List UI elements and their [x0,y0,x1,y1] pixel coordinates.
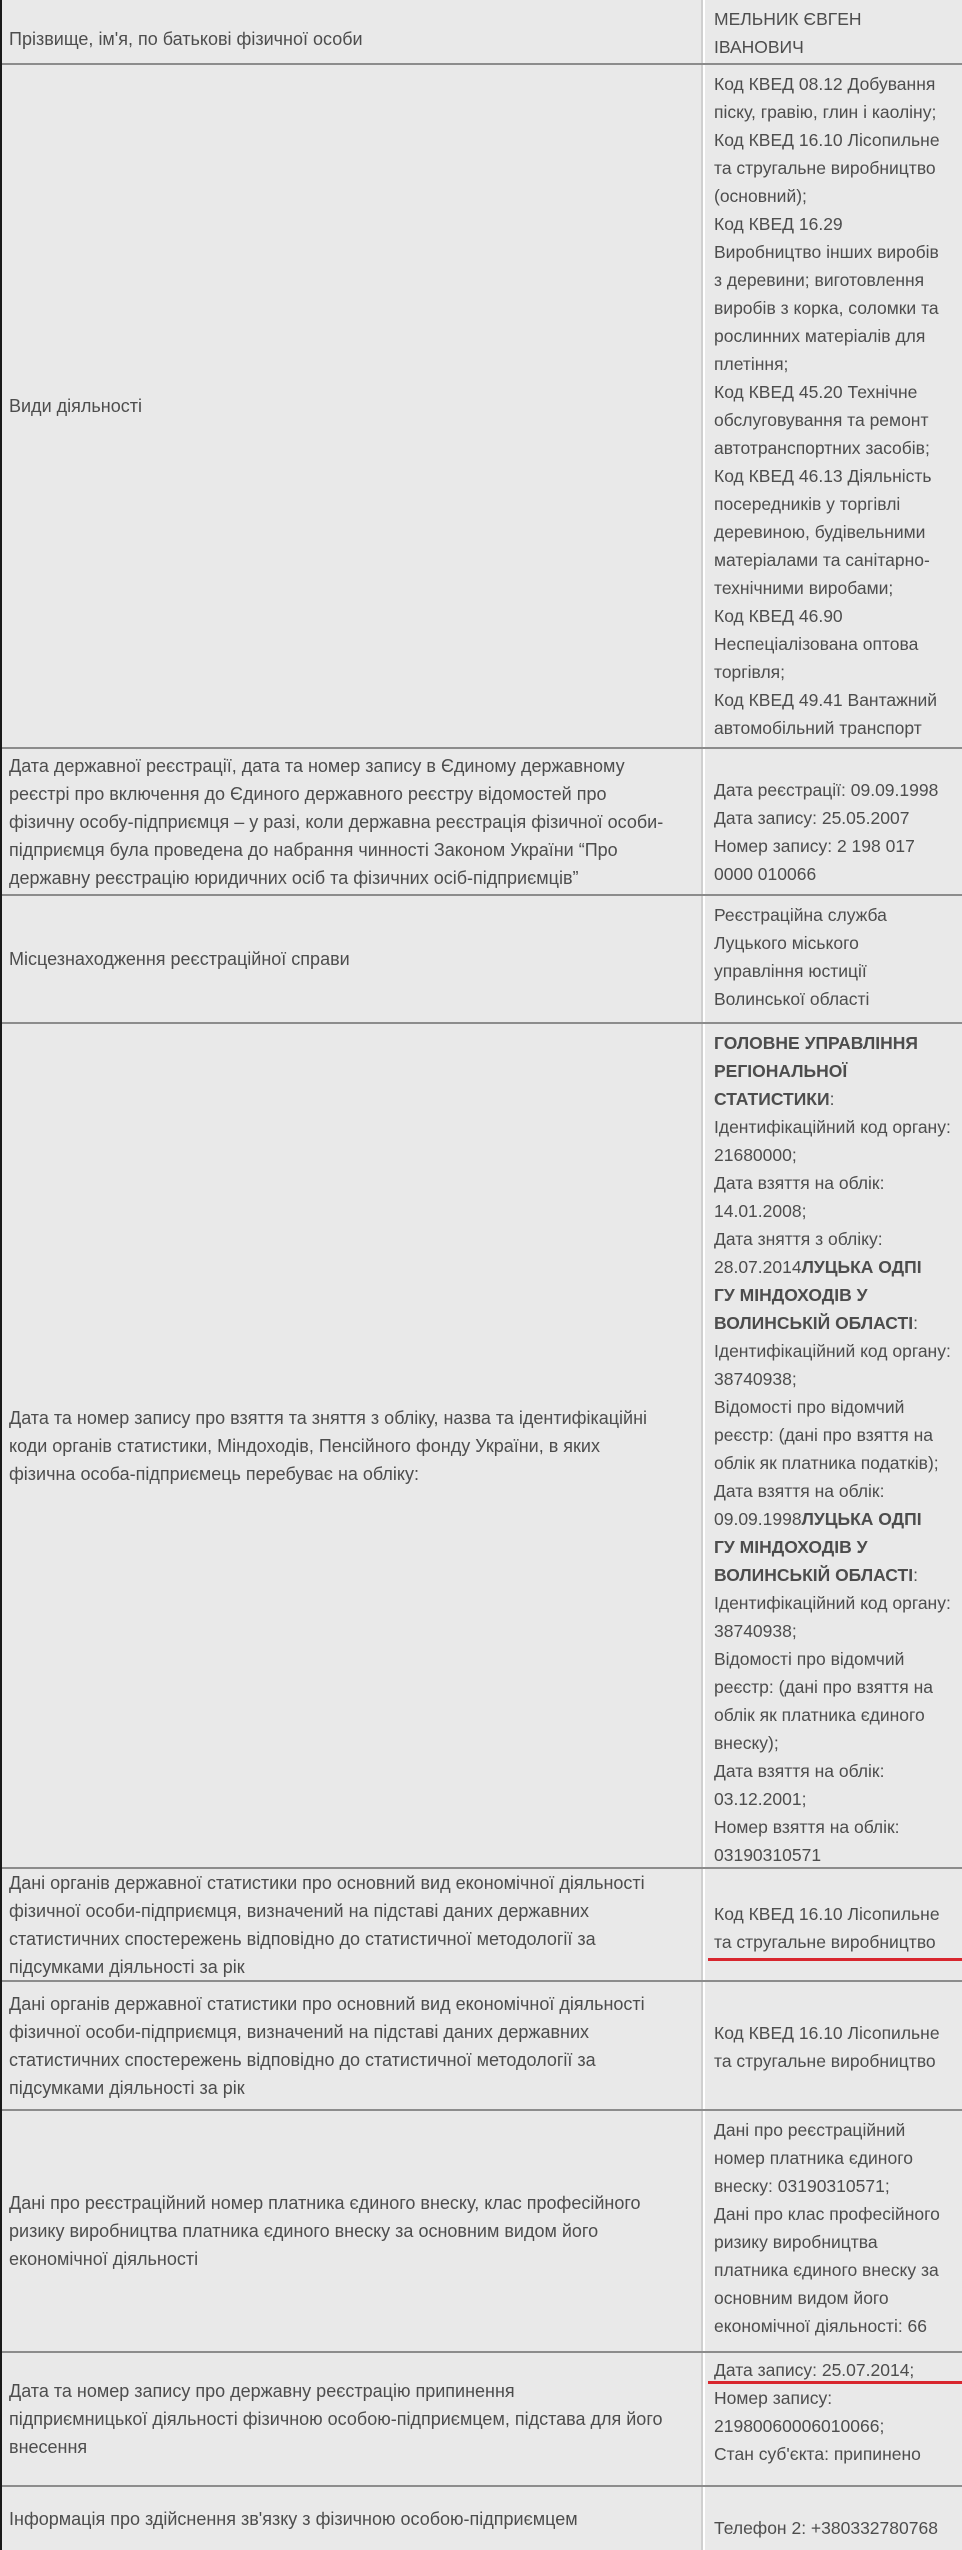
row-statistics-main-activity-2 [0,1982,962,2109]
field-value-line [714,154,954,182]
field-value-line [714,985,954,1013]
value-segment: Дата зняття з обліку: [714,1229,883,1249]
row-case-location [0,896,962,1022]
value-segment: внеску: 03190310571; [714,2176,890,2196]
field-label-line: державну реєстрацію юридичних осіб та фізичних осіб-підприємців” [9,867,579,888]
value-segment: матеріалами та санітарно- [714,550,930,570]
field-value [714,1900,954,1956]
value-segment: піску, гравію, глин і каоліну; [714,102,937,122]
field-value-line [714,1589,954,1617]
value-segment: Код КВЕД 46.90 [714,606,843,626]
field-label-line: Дата та номер запису про державну реєстрацію припинення [9,2381,515,2401]
red-underline-annotation [708,1958,962,1961]
field-value-line [714,1197,954,1225]
value-segment: Дата взяття на облік: [714,1173,885,1193]
value-segment-bold: ГУ МІНДОХОДІВ У [714,1537,868,1557]
field-label-cell [2,1024,703,1867]
value-segment: : [829,1089,835,1109]
field-value-line [714,1729,954,1757]
field-value [714,2356,954,2468]
value-segment: Дата реєстрації: 09.09.1998 [714,780,939,800]
value-segment: Луцького міського [714,933,859,953]
value-segment: реєстр: (дані про взяття на [714,1677,933,1697]
field-label [9,1990,645,2102]
value-segment: Відомості про відомчий [714,1397,905,1417]
field-value-line [714,686,954,714]
value-segment: облік як платника податків); [714,1453,939,1473]
field-value-cell [705,896,962,1022]
row-registration-date [0,749,962,894]
value-segment: плетіння; [714,354,789,374]
field-label-line: фізичної особи-підприємця, визначений на підставі даних державних [9,2021,590,2042]
field-label-cell [2,896,703,1022]
value-segment-bold: СТАТИСТИКИ [714,1089,830,1109]
field-value [714,2019,954,2075]
value-segment: автомобільний транспорт [714,718,922,738]
field-label-line: Місцезнаходження реєстраційної справи [9,949,350,969]
field-value-line [714,1309,954,1337]
red-underline-annotation [708,2381,962,2384]
value-segment: рослинних матеріалів для [714,326,926,346]
value-segment: 14.01.2008; [714,1201,807,1221]
value-segment: Номер запису: 2 198 017 [714,836,915,856]
field-value-line [714,929,954,957]
field-label-line: Дані про реєстраційний номер платника єдиного внеску, клас професійного [9,2193,641,2213]
value-segment: та стругальне виробництво [714,158,936,178]
value-segment: Код КВЕД 45.20 Технічне [714,382,918,402]
field-value-line [714,1393,954,1421]
field-label-line: фізичну особу-підприємця – у разі, коли державна реєстрація фізичної особи- [9,811,664,832]
field-label-cell [2,749,703,894]
value-segment: 03.12.2001; [714,1789,807,1809]
field-value-line [714,350,954,378]
field-value-cell [705,65,962,747]
value-segment: Код КВЕД 16.10 Лісопильне [714,2023,940,2043]
field-label-line: Дата державної реєстрації, дата та номер запису в Єдиному державному [9,755,625,776]
field-value-cell [705,1982,962,2109]
field-label-cell [2,1869,703,1980]
field-label [9,2377,663,2461]
value-segment-bold: РЕГІОНАЛЬНОЇ [714,1061,848,1081]
value-segment: Код КВЕД 16.10 Лісопильне [714,130,940,150]
value-segment: Дата взяття на облік: [714,1481,885,1501]
field-value-line [714,2384,954,2412]
field-value-line [714,2412,954,2440]
value-segment: Код КВЕД 16.29 [714,214,843,234]
field-value-line [714,2356,954,2384]
field-label-line: реєстрі про включення до Єдиного державного реєстру відомостей про [9,783,607,804]
field-label-cell [2,1982,703,2109]
value-segment-bold: ВОЛИНСЬКІЙ ОБЛАСТІ [714,1565,914,1585]
value-segment: деревиною, будівельними [714,522,926,542]
field-value-line [714,1141,954,1169]
field-label-line: Дані органів державної статистики про основний вид економічної діяльності [9,1872,645,1893]
value-segment: Телефон 2: +380332780768 [714,2518,938,2538]
field-value-line [714,1169,954,1197]
value-segment: 21680000; [714,1145,797,1165]
value-segment: з деревини; виготовлення [714,270,925,290]
value-segment: автотранспортних засобів; [714,438,930,458]
value-segment: МЕЛЬНИК ЄВГЕН [714,9,862,29]
value-segment: Ідентифікаційний код органу: [714,1341,951,1361]
value-segment: економічної діяльності: 66 [714,2316,928,2336]
value-segment-bold: ГУ МІНДОХОДІВ У [714,1285,868,1305]
field-value-line [714,1757,954,1785]
field-value-line [714,860,954,888]
row-contact-info [0,2487,962,2550]
field-label-cell [2,2111,703,2351]
field-value-line [714,2200,954,2228]
field-label-line: фізичної особи-підприємця, визначений на підставі даних державних [9,1900,590,1921]
field-value-line [714,238,954,266]
field-value-line [714,574,954,602]
field-value-line [714,2440,954,2468]
value-segment: Реєстраційна служба [714,905,887,925]
field-label-line: підприємця була проведена до набрання чинності Законом України “Про [9,839,618,860]
field-label-line: ризику виробництва платника єдиного внеску за основним видом його [9,2221,599,2241]
field-label-line: Види діяльності [9,396,142,416]
value-segment: номер платника єдиного [714,2148,913,2168]
value-segment: обслуговування та ремонт [714,410,929,430]
field-value-line [714,1225,954,1253]
value-segment: внеску); [714,1733,779,1753]
field-label [9,945,350,973]
field-label-line: фізична особа-підприємець перебуває на обліку: [9,1463,419,1484]
field-value-line [714,1928,954,1956]
value-segment: Номер запису: [714,2388,833,2408]
field-value-cell [705,1024,962,1867]
value-segment: виробів з корка, соломки та [714,298,939,318]
value-segment: Стан суб'єкта: припинено [714,2444,921,2464]
value-segment: ІВАНОВИЧ [714,37,804,57]
field-value-line [714,406,954,434]
field-value-cell [705,2111,962,2351]
field-label-line: Прізвище, ім'я, по батькові фізичної особи [9,29,363,49]
field-value-line [714,1701,954,1729]
field-value-line [714,210,954,238]
value-segment: технічними виробами; [714,578,894,598]
field-value-cell [705,749,962,894]
field-value-line [714,1337,954,1365]
value-segment: Дата запису: 25.07.2014; [714,2360,915,2380]
field-value [714,776,954,888]
value-segment: 38740938; [714,1621,797,1641]
field-value-line [714,1113,954,1141]
field-value-line [714,1813,954,1841]
field-value-line [714,294,954,322]
value-segment: та стругальне виробництво [714,1932,936,1952]
value-segment: Код КВЕД 49.41 Вантажний [714,690,938,710]
value-segment: 0000 010066 [714,864,817,884]
field-label-line: підсумками діяльності за рік [9,1956,245,1977]
value-segment-bold: ЛУЦЬКА ОДПІ [801,1509,922,1529]
value-segment: 09.09.1998 [714,1509,802,1529]
field-label-cell [2,2353,703,2485]
field-value-line [714,658,954,686]
value-segment: Ідентифікаційний код органу: [714,1593,951,1613]
field-value-line [714,2228,954,2256]
field-value-line [714,490,954,518]
field-label [9,25,363,53]
field-value-line [714,1085,954,1113]
field-value-line [714,1617,954,1645]
field-label-line: Дані органів державної статистики про основний вид економічної діяльності [9,1993,645,2014]
field-value-line [714,1477,954,1505]
field-value-line [714,70,954,98]
field-value-line [714,462,954,490]
field-label-line: підсумками діяльності за рік [9,2077,245,2098]
value-segment-bold: ВОЛИНСЬКІЙ ОБЛАСТІ [714,1313,914,1333]
row-statistics-main-activity-1 [0,1869,962,1980]
value-segment: Код КВЕД 46.13 Діяльність [714,466,932,486]
row-full-name [0,0,962,63]
field-label-line: Дата та номер запису про взяття та зняття з обліку, назва та ідентифікаційні [9,1407,648,1428]
value-segment-bold: ЛУЦЬКА ОДПІ [801,1257,922,1277]
value-segment: ризику виробництва [714,2232,878,2252]
field-value-line [714,776,954,804]
value-segment: торгівля; [714,662,785,682]
field-value-cell [705,2487,962,2550]
field-value-line [714,804,954,832]
field-value-line [714,2172,954,2200]
value-segment: 38740938; [714,1369,797,1389]
field-value [714,5,954,61]
value-segment: Волинської області [714,989,870,1009]
field-label-cell [2,65,703,747]
value-segment: посередників у торгівлі [714,494,901,514]
field-label-line: статистичних спостережень відповідно до статистичної методології за [9,2049,596,2070]
value-segment: реєстр: (дані про взяття на [714,1425,933,1445]
field-label-line: коди органів статистики, Міндоходів, Пенсійного фонду України, в яких [9,1435,600,1456]
row-activities [0,65,962,747]
value-segment: Ідентифікаційний код органу: [714,1117,951,1137]
field-value-line [714,378,954,406]
field-value-line [714,1029,954,1057]
field-value-line [714,1673,954,1701]
field-value-cell [705,0,962,63]
value-segment: Номер взяття на облік: [714,1817,900,1837]
field-label-line: внесення [9,2437,88,2457]
value-segment: : [913,1313,918,1333]
field-value-line [714,33,954,61]
field-value-line [714,2514,954,2542]
left-border [0,0,2,2550]
row-tax-accounting [0,1024,962,1867]
field-label [9,2189,641,2273]
field-value-line [714,182,954,210]
field-value-line [714,434,954,462]
field-value-line [714,957,954,985]
field-value-line [714,1281,954,1309]
field-value-line [714,1900,954,1928]
field-label-line: підприємницької діяльності фізичною особою-підприємцем, підстава для його [9,2409,663,2429]
field-label-line: економічної діяльності [9,2249,199,2269]
field-value-line [714,2312,954,2340]
field-label-line: Інформація про здійснення зв'язку з фізичною особою-підприємцем [9,2508,578,2529]
value-segment: Неспеціалізована оптова [714,634,919,654]
value-segment: облік як платника єдиного [714,1705,925,1725]
value-segment: Дані про реєстраційний [714,2120,906,2140]
field-value-line [714,1841,954,1867]
value-segment: Дані про клас професійного [714,2204,940,2224]
value-segment: Код КВЕД 08.12 Добування [714,74,936,94]
field-value-line [714,1057,954,1085]
value-segment: 28.07.2014 [714,1257,802,1277]
field-value-line [714,714,954,742]
field-value-line [714,602,954,630]
value-segment: та стругальне виробництво [714,2051,936,2071]
row-single-contribution [0,2111,962,2351]
value-segment: Виробництво інших виробів [714,242,939,262]
field-value-line [714,266,954,294]
field-value-cell [705,2353,962,2485]
value-segment: основним видом його [714,2288,889,2308]
field-value-line [714,2047,954,2075]
field-label [9,1404,647,1488]
value-segment: Відомості про відомчий [714,1649,905,1669]
field-value-line [714,518,954,546]
value-segment: 21980060006010066; [714,2416,885,2436]
field-value-line [714,98,954,126]
field-value-line [714,1365,954,1393]
field-value-line [714,1561,954,1589]
field-value-line [714,2284,954,2312]
field-value [714,2116,954,2340]
field-value-line [714,322,954,350]
field-value-line [714,1785,954,1813]
field-value-line [714,1421,954,1449]
field-value-line [714,1533,954,1561]
field-value [714,70,954,742]
value-segment: (основний); [714,186,807,206]
field-value [714,901,954,1013]
field-value [714,1029,954,1867]
field-value-cell [705,1869,962,1980]
field-value [714,2514,954,2542]
field-value-line [714,546,954,574]
field-label [9,752,663,892]
row-termination [0,2353,962,2485]
field-value-line [714,126,954,154]
value-segment: : [913,1565,918,1585]
field-value-line [714,901,954,929]
value-segment: управління юстиції [714,961,867,981]
value-segment: Код КВЕД 16.10 Лісопильне [714,1904,940,1924]
value-segment: Дата взяття на облік: [714,1761,885,1781]
field-value-line [714,2144,954,2172]
field-value-line [714,630,954,658]
field-value-line [714,832,954,860]
field-value-line [714,1449,954,1477]
field-value-line [714,1253,954,1281]
field-label-cell [2,2487,703,2550]
field-label [9,1869,645,1981]
field-value-line [714,2256,954,2284]
field-value-line [714,2116,954,2144]
field-label [9,2505,578,2533]
field-value-line [714,1505,954,1533]
field-value-line [714,2019,954,2047]
value-segment: Дата запису: 25.05.2007 [714,808,910,828]
value-segment-bold: ГОЛОВНЕ УПРАВЛІННЯ [714,1033,919,1053]
value-segment: 03190310571 [714,1845,822,1865]
field-value-line [714,5,954,33]
value-segment: платника єдиного внеску за [714,2260,939,2280]
field-label-line: статистичних спостережень відповідно до статистичної методології за [9,1928,596,1949]
field-label [9,392,142,420]
field-value-line [714,1645,954,1673]
field-label-cell [2,0,703,63]
